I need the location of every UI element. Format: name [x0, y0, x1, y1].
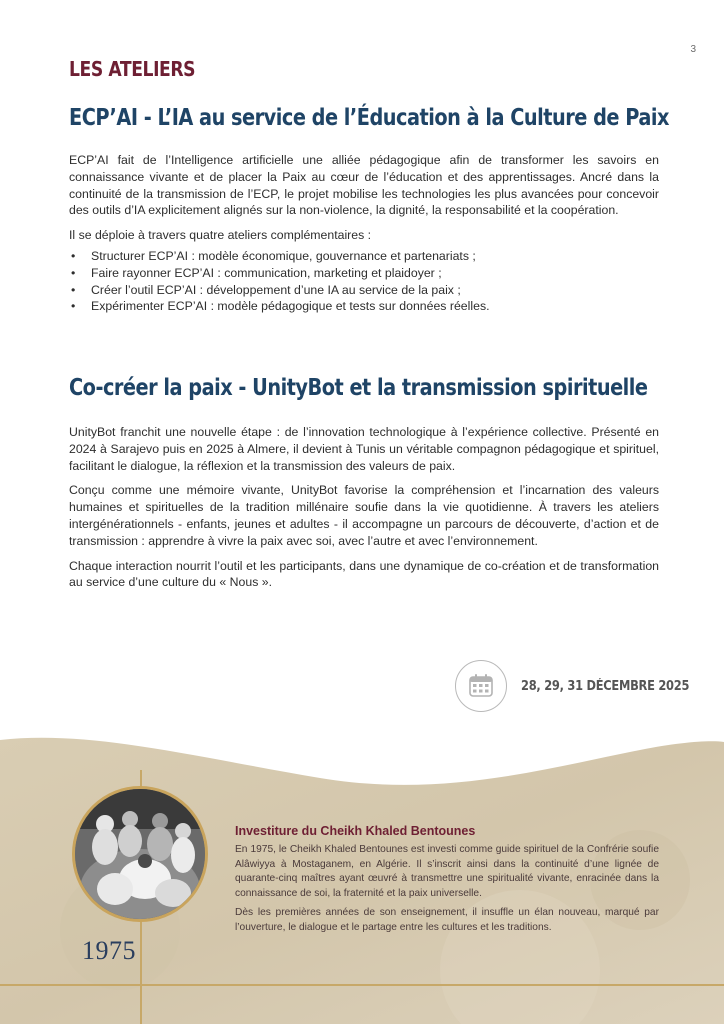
section-label: LES ATELIERS — [69, 57, 196, 81]
list-item: • Expérimenter ECP’AI : modèle pédagogique et tests sur données réelles. — [91, 298, 659, 315]
section2-paragraph: Chaque interaction nourrit l’outil et les participants, dans une dynamique de co-création et de transformation au service d’une culture du « Nous ». — [69, 558, 659, 590]
event-date — [455, 660, 712, 712]
investiture-title: Investiture du Cheikh Khaled Bentounes — [235, 824, 476, 838]
page-number: 3 — [690, 44, 696, 55]
list-item: • Créer l’outil ECP’AI : développement d’une IA au service de la paix ; — [91, 282, 659, 299]
calendar-icon — [468, 673, 494, 699]
year-label: 1975 — [82, 936, 136, 965]
list-item: • Faire rayonner ECP’AI : communication, marketing et plaidoyer ; — [91, 265, 659, 282]
section1-list-intro: Il se déploie à travers quatre ateliers complémentaires : — [69, 228, 372, 243]
investiture-paragraph: En 1975, le Cheikh Khaled Bentounes est investi comme guide spirituel de la Confrérie soufie Alâwiyya à Mostaganem, en Algérie. Il s’inscrit ainsi dans la continuité d’une lignée de quarante-cinq maîtres ayant œuvré à transmettre une spiritualité vivante, enracinée dans la connaissance de soi, la fraternité et la paix universelle. — [235, 844, 659, 899]
section2-paragraph: Conçu comme une mémoire vivante, UnityBot favorise la compréhension et l’incarnation des valeurs humaines et spirituelles de la tradition millénaire soufie dans la vie quotidienne. À travers les ateliers intergénérationnels - enfants, jeunes et adultes - il accompagne un parcours de découverte, d’action et de transmission : apprendre à vivre la paix avec soi, avec l’autre et avec l’environnement. — [69, 483, 659, 548]
list-item: • Structurer ECP’AI : modèle économique, gouvernance et partenariats ; — [91, 248, 659, 265]
investiture-body — [235, 843, 659, 941]
horizontal-rule — [0, 984, 724, 986]
section2-title: Co-créer la paix - UnityBot et la transmission spirituelle — [69, 375, 648, 401]
photo-illustration — [75, 789, 205, 919]
section1-body — [69, 152, 659, 315]
section1-intro: ECP’AI fait de l’Intelligence artificielle une alliée pédagogique afin de transformer les savoirs en connaissance vivante et de placer la Paix au cœur de l’éducation et des apprentissages. Ancré dans la continuité de la transmission de l’ECP, le projet mobilise les technologies les plus avancées pour concevoir des outils d’IA explicitement alignés sur la non-violence, la dignité, la responsabilité et la coopération. — [69, 153, 659, 218]
section2-paragraph: UnityBot franchit une nouvelle étape : de l’innovation technologique à l’expérience collective. Présenté en 2024 à Sarajevo puis en 2025 à Almere, il devient à Tunis un véritable compagnon pédagogique et spirituel, facilitant le dialogue, la réflexion et la transmission des valeurs de paix. — [69, 425, 659, 473]
investiture-paragraph: Dès les premières années de son enseignement, il insuffle un élan nouveau, marqué par l’ouverture, le dialogue et le partage entre les cultures et les traditions. — [235, 907, 659, 933]
section2-body — [69, 424, 659, 599]
workshops-list — [69, 248, 659, 315]
section1-title: ECP’AI - L’IA au service de l’Éducation à la Culture de Paix — [69, 105, 669, 131]
date-text: 28, 29, 31 DÉCEMBRE 2025 — [521, 678, 690, 694]
investiture-photo — [72, 786, 208, 922]
calendar-icon-circle — [455, 660, 507, 712]
